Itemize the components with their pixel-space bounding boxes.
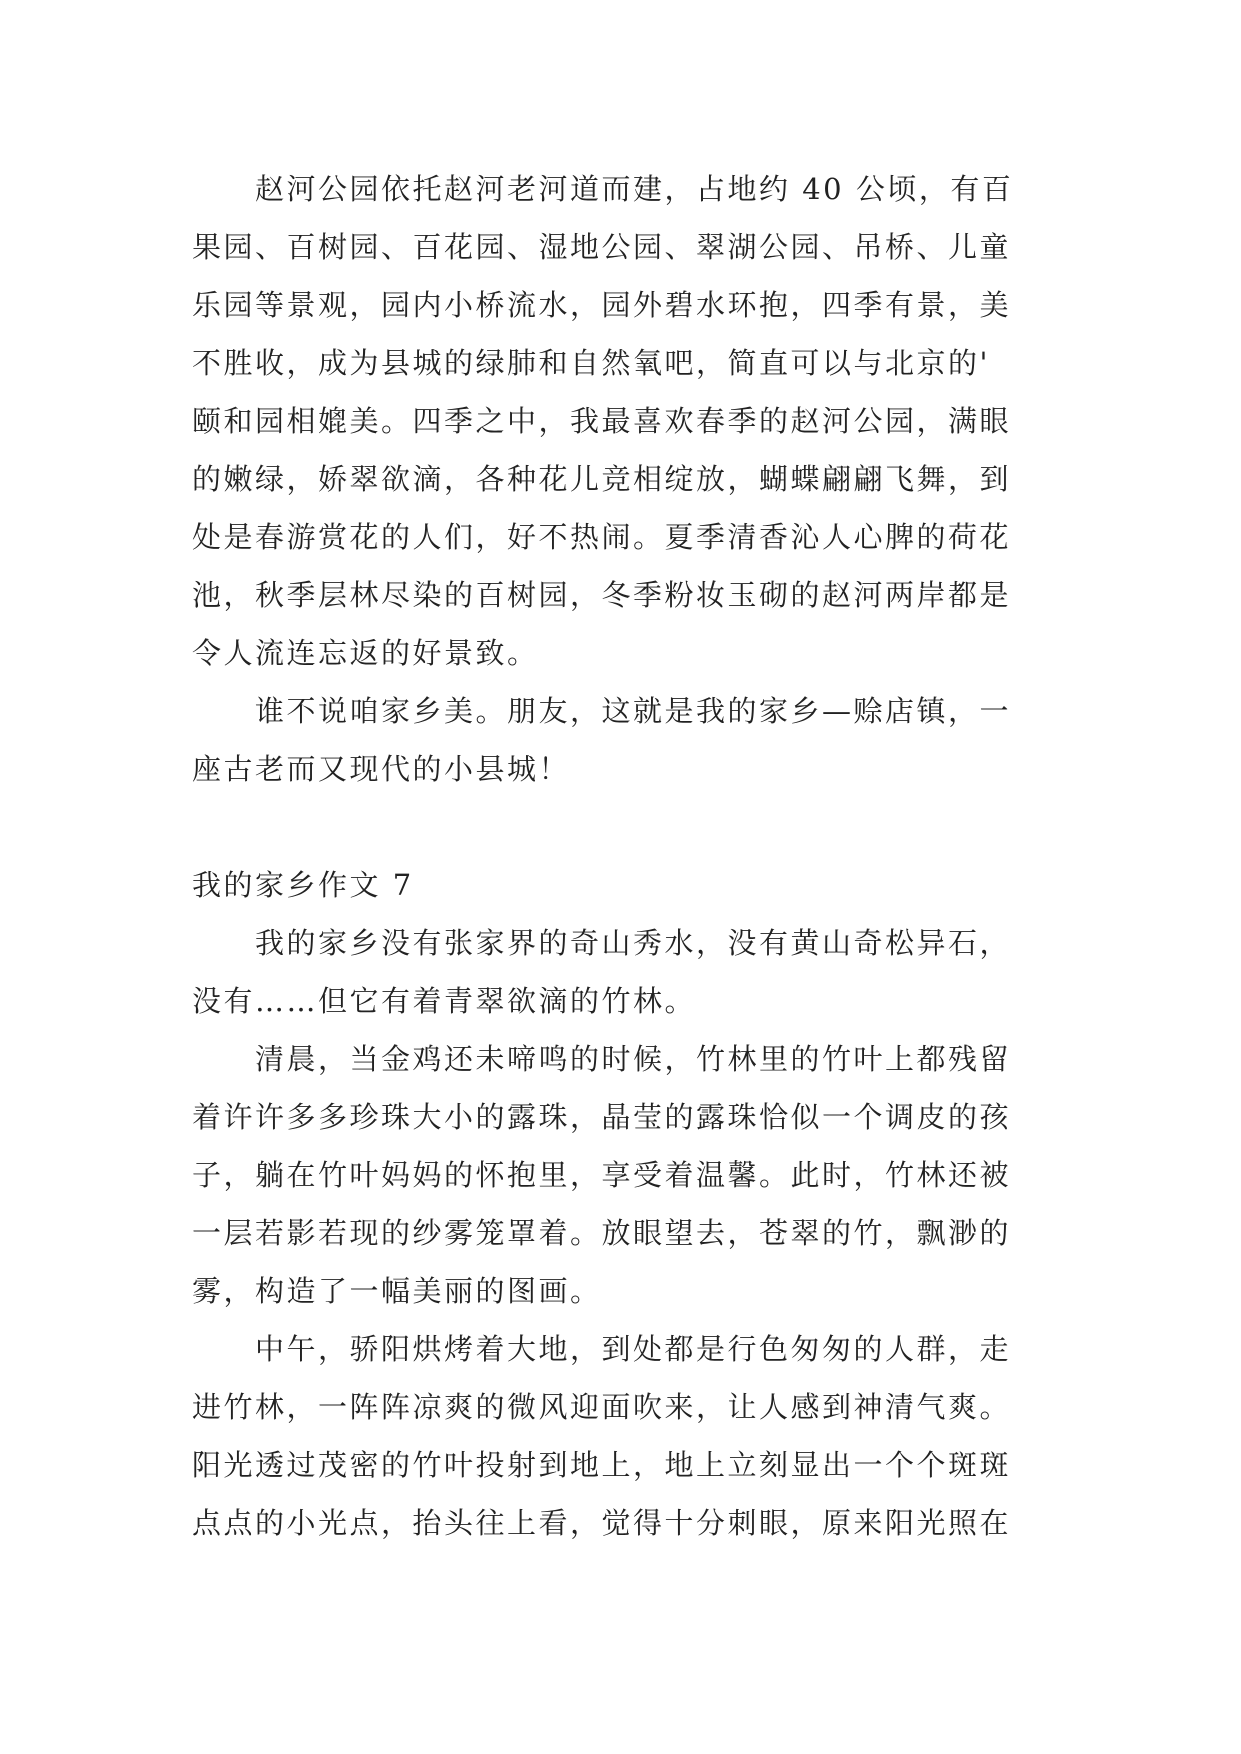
text-line: 子，躺在竹叶妈妈的怀抱里，享受着温馨。此时，竹林还被 — [192, 1158, 1012, 1192]
text-line: 池，秋季层林尽染的百树园，冬季粉妆玉砌的赵河两岸都是 — [192, 578, 1012, 612]
text-line: 乐园等景观，园内小桥流水，园外碧水环抱，四季有景，美 — [192, 288, 1012, 322]
text-line: 着许许多多珍珠大小的露珠，晶莹的露珠恰似一个调皮的孩 — [192, 1100, 1012, 1134]
text-line: 座古老而又现代的小县城！ — [192, 752, 571, 786]
text-line: 一层若影若现的纱雾笼罩着。放眼望去，苍翠的竹，飘渺的 — [192, 1216, 1012, 1250]
text-line: 的嫩绿，娇翠欲滴，各种花儿竞相绽放，蝴蝶翩翩飞舞，到 — [192, 462, 1012, 496]
text-line: 雾，构造了一幅美丽的图画。 — [192, 1274, 602, 1308]
text-line: 没有……但它有着青翠欲滴的竹林。 — [192, 984, 697, 1018]
text-line: 处是春游赏花的人们，好不热闹。夏季清香沁人心脾的荷花 — [192, 520, 1012, 554]
text-line: 令人流连忘返的好景致。 — [192, 636, 539, 670]
text-line: 谁不说咱家乡美。朋友，这就是我的家乡—赊店镇，一 — [192, 694, 1012, 728]
section-heading: 我的家乡作文 7 — [192, 868, 414, 902]
text-line: 赵河公园依托赵河老河道而建，占地约 40 公顷，有百 — [192, 172, 1014, 206]
text-line: 我的家乡没有张家界的奇山秀水，没有黄山奇松异石， — [192, 926, 1012, 960]
text-line: 清晨，当金鸡还未啼鸣的时候，竹林里的竹叶上都残留 — [192, 1042, 1012, 1076]
text-line: 颐和园相媲美。四季之中，我最喜欢春季的赵河公园，满眼 — [192, 404, 1012, 438]
text-line: 进竹林，一阵阵凉爽的微风迎面吹来，让人感到神清气爽。 — [192, 1390, 1012, 1424]
text-line: 果园、百树园、百花园、湿地公园、翠湖公园、吊桥、儿童 — [192, 230, 1012, 264]
text-line: 不胜收，成为县城的绿肺和自然氧吧，简直可以与北京的' — [192, 346, 990, 380]
text-line: 中午，骄阳烘烤着大地，到处都是行色匆匆的人群，走 — [192, 1332, 1012, 1366]
text-line: 点点的小光点，抬头往上看，觉得十分刺眼，原来阳光照在 — [192, 1506, 1012, 1540]
text-line: 阳光透过茂密的竹叶投射到地上，地上立刻显出一个个斑斑 — [192, 1448, 1012, 1482]
blank-line — [192, 798, 1072, 856]
article-body — [192, 160, 1072, 1552]
